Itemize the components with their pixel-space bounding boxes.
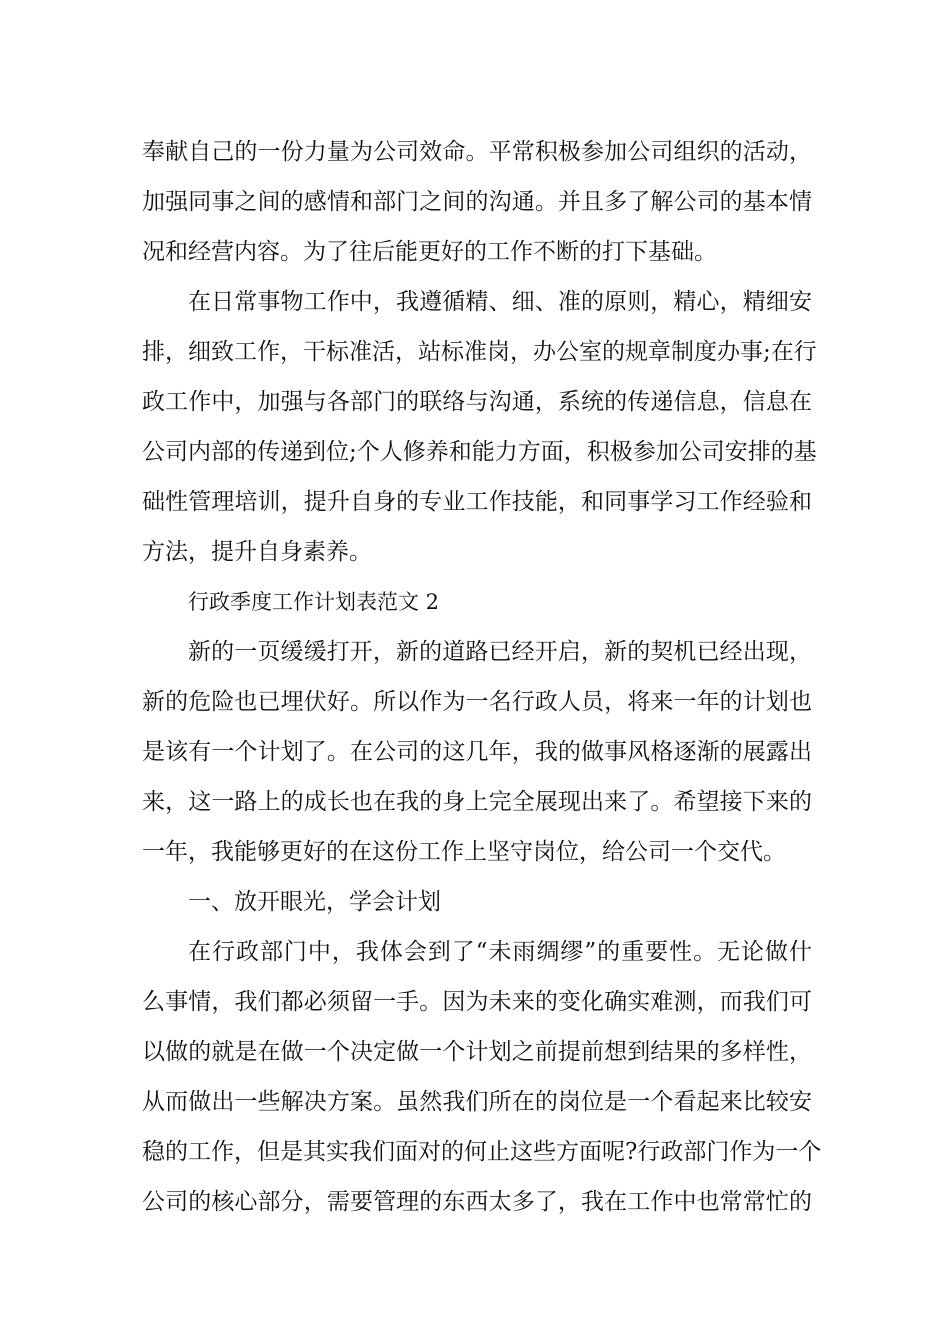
text-line: 么事情，我们都必须留一手。因为未来的变化确实难测，而我们可 xyxy=(142,989,812,1015)
text-line: 以做的就是在做一个决定做一个计划之前提前想到结果的多样性， xyxy=(142,1039,812,1065)
text-line: 稳的工作，但是其实我们面对的何止这些方面呢?行政部门作为一个 xyxy=(142,1139,822,1165)
text-line: 奉献自己的一份力量为公司效命。平常积极参加公司组织的活动， xyxy=(142,139,812,165)
text-line: 排，细致工作，干标准活，站标准岗，办公室的规章制度办事;在行 xyxy=(142,339,817,365)
text-line: 政工作中，加强与各部门的联络与沟通，系统的传递信息，信息在 xyxy=(142,389,812,415)
text-line: 况和经营内容。为了往后能更好的工作不断的打下基础。 xyxy=(142,239,717,265)
paragraph-first-line: 在行政部门中，我体会到了“未雨绸缪”的重要性。无论做什 xyxy=(188,939,812,965)
text-line: 新的危险也已埋伏好。所以作为一名行政人员，将来一年的计划也 xyxy=(142,689,812,715)
text-line: 公司的核心部分，需要管理的东西太多了，我在工作中也常常忙的 xyxy=(142,1189,812,1215)
text-line: 方法，提升自身素养。 xyxy=(142,539,372,565)
text-line: 来，这一路上的成长也在我的身上完全展现出来了。希望接下来的 xyxy=(142,789,812,815)
document-body xyxy=(142,127,822,1227)
section-title: 行政季度工作计划表范文 2 xyxy=(188,590,440,614)
text-line: 一年，我能够更好的在这份工作上坚守岗位，给公司一个交代。 xyxy=(142,839,786,865)
text-line: 础性管理培训，提升自身的专业工作技能，和同事学习工作经验和 xyxy=(142,489,812,515)
paragraph-first-line: 新的一页缓缓打开，新的道路已经开启，新的契机已经出现， xyxy=(188,639,812,665)
text-line: 加强同事之间的感情和部门之间的沟通。并且多了解公司的基本情 xyxy=(142,189,812,215)
section-heading: 一、放开眼光，学会计划 xyxy=(188,889,441,915)
text-line: 公司内部的传递到位;个人修养和能力方面，积极参加公司安排的基 xyxy=(142,439,817,465)
paragraph-first-line: 在日常事物工作中，我遵循精、细、准的原则，精心，精细安 xyxy=(188,289,812,315)
text-line: 是该有一个计划了。在公司的这几年，我的做事风格逐渐的展露出 xyxy=(142,739,812,765)
text-line: 从而做出一些解决方案。虽然我们所在的岗位是一个看起来比较安 xyxy=(142,1089,812,1115)
